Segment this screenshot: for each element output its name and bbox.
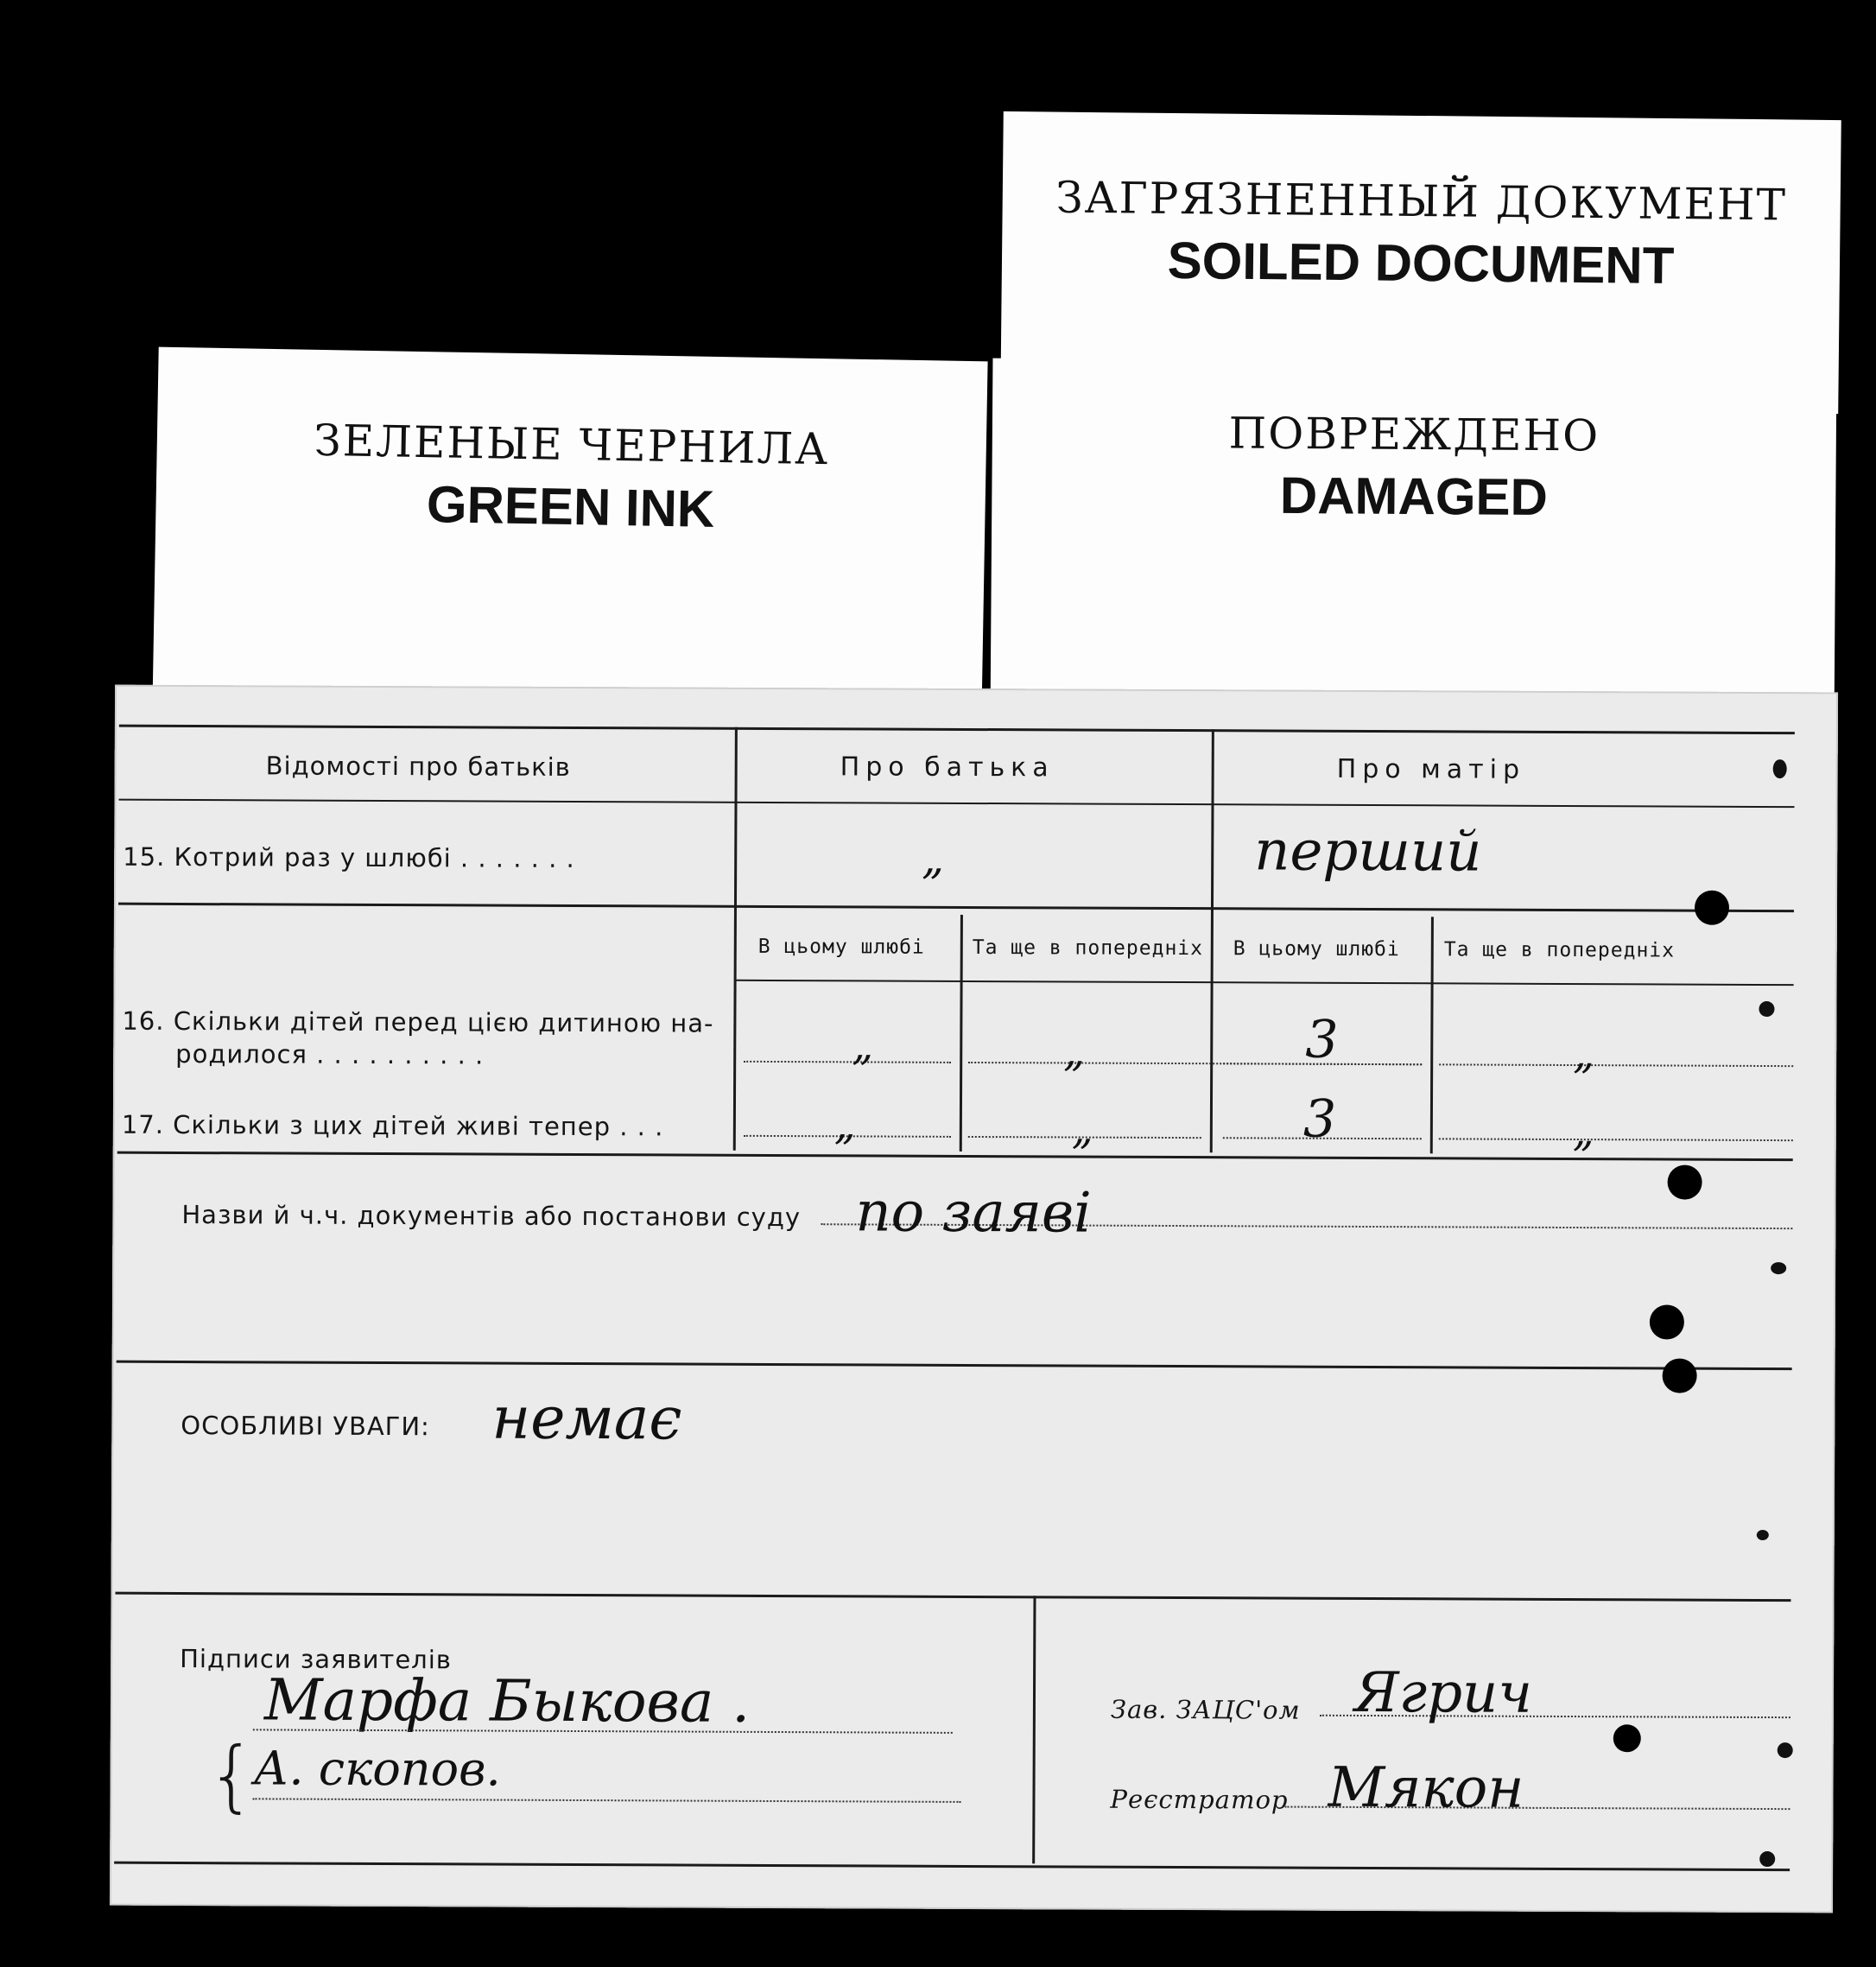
subcol-mother-previous: Та ще в попередніх — [1443, 938, 1676, 962]
soiled-label-ru: ЗАГРЯЗНЕННЫЙ ДОКУМЕНТ — [1055, 172, 1788, 231]
soiled-label-en: SOILED DOCUMENT — [1167, 231, 1675, 295]
ink-speck — [1773, 759, 1787, 778]
row17-mother-prev-line — [1439, 1138, 1793, 1141]
green-ink-label-ru: ЗЕЛЕНЫЕ ЧЕРНИЛА — [314, 415, 830, 475]
signature-applicant-2: А. скопов. — [253, 1741, 501, 1797]
green-ink-label — [152, 347, 987, 725]
ink-speck — [1759, 1001, 1774, 1017]
head-signature: Ягрич — [1353, 1660, 1533, 1726]
registrar-signature: Мякон — [1328, 1755, 1524, 1821]
row16-label-line2: родилося . . . . . . . . . . — [175, 1038, 485, 1070]
col-divider-father — [733, 727, 738, 1151]
row15-mother-value: перший — [1254, 819, 1482, 885]
damaged-label-en: DAMAGED — [1279, 466, 1549, 527]
registrar-label: Реєстратор — [1110, 1784, 1289, 1815]
row16-father-this: „ — [852, 1021, 874, 1070]
header-parents-info: Відомості про батьків — [265, 751, 571, 782]
col-divider-mother — [1210, 729, 1214, 1152]
ink-speck — [1771, 1262, 1786, 1274]
punch-hole — [1695, 891, 1729, 925]
remarks-label: ОСОБЛИВІ УВАГИ: — [181, 1410, 430, 1442]
subcol-father-this-marriage: В цьому шлюбі — [757, 935, 925, 959]
remarks-rule — [115, 1592, 1790, 1602]
row16-father-prev: „ — [1063, 1027, 1086, 1076]
row17-mother-prev: „ — [1572, 1107, 1594, 1157]
signatures-label: Підписи заявителів — [180, 1643, 452, 1675]
header-about-father: Про батька — [840, 752, 1055, 784]
damaged-label-ru: ПОВРЕЖДЕНО — [1228, 408, 1600, 461]
row16-mother-this: 3 — [1305, 1009, 1339, 1070]
registration-form — [110, 685, 1838, 1913]
punch-hole — [1613, 1724, 1641, 1752]
row17-label: 17. Скільки з цих дітей живі тепер . . . — [121, 1109, 664, 1142]
ink-speck — [1759, 1851, 1775, 1867]
row16-father-this-line — [744, 1061, 951, 1063]
row17-rule — [117, 1152, 1793, 1161]
damaged-label — [991, 359, 1837, 727]
signature-applicant-1: Марфа Быкова . — [263, 1666, 751, 1735]
row15-label: 15. Котрий раз у шлюбі . . . . . . . — [123, 841, 575, 873]
subcol-father-previous: Та ще в попередніх — [972, 936, 1204, 961]
subheader-rule — [736, 980, 1794, 986]
row17-father-prev: „ — [1071, 1105, 1093, 1154]
documents-value: по заяві — [855, 1180, 1092, 1246]
row17-father-this: „ — [833, 1101, 856, 1150]
documents-label: Назви й ч.ч. документів або постанови суду — [181, 1199, 802, 1233]
header-rule — [119, 799, 1795, 808]
punch-hole — [1668, 1165, 1702, 1200]
head-label: Зав. ЗАЦС'ом — [1110, 1694, 1301, 1725]
signature-line-2 — [252, 1798, 960, 1803]
subcol-mother-this-marriage: В цьому шлюбі — [1233, 937, 1400, 961]
documents-rule — [117, 1361, 1792, 1370]
header-about-mother: Про матір — [1336, 753, 1526, 785]
green-ink-label-en: GREEN INK — [426, 475, 715, 538]
subcol-divider-father — [960, 915, 963, 1152]
signature-divider — [1032, 1596, 1036, 1863]
subcol-divider-mother — [1430, 917, 1434, 1153]
punch-hole — [1650, 1304, 1684, 1339]
row16-mother-prev: „ — [1573, 1030, 1595, 1079]
row16-mother-prev-line — [1439, 1063, 1793, 1067]
top-rule — [119, 725, 1795, 734]
signatures-brace: { — [206, 1730, 258, 1822]
row15-father-value: „ — [922, 833, 945, 884]
row15-rule — [118, 903, 1794, 912]
row16-label-line1: 16. Скільки дітей перед цією дитиною на- — [122, 1006, 714, 1038]
remarks-value: немає — [491, 1384, 682, 1454]
row17-mother-this: 3 — [1302, 1088, 1337, 1150]
ink-speck — [1778, 1742, 1793, 1758]
bottom-rule — [114, 1862, 1790, 1871]
ink-speck — [1757, 1530, 1769, 1540]
punch-hole — [1663, 1358, 1697, 1393]
